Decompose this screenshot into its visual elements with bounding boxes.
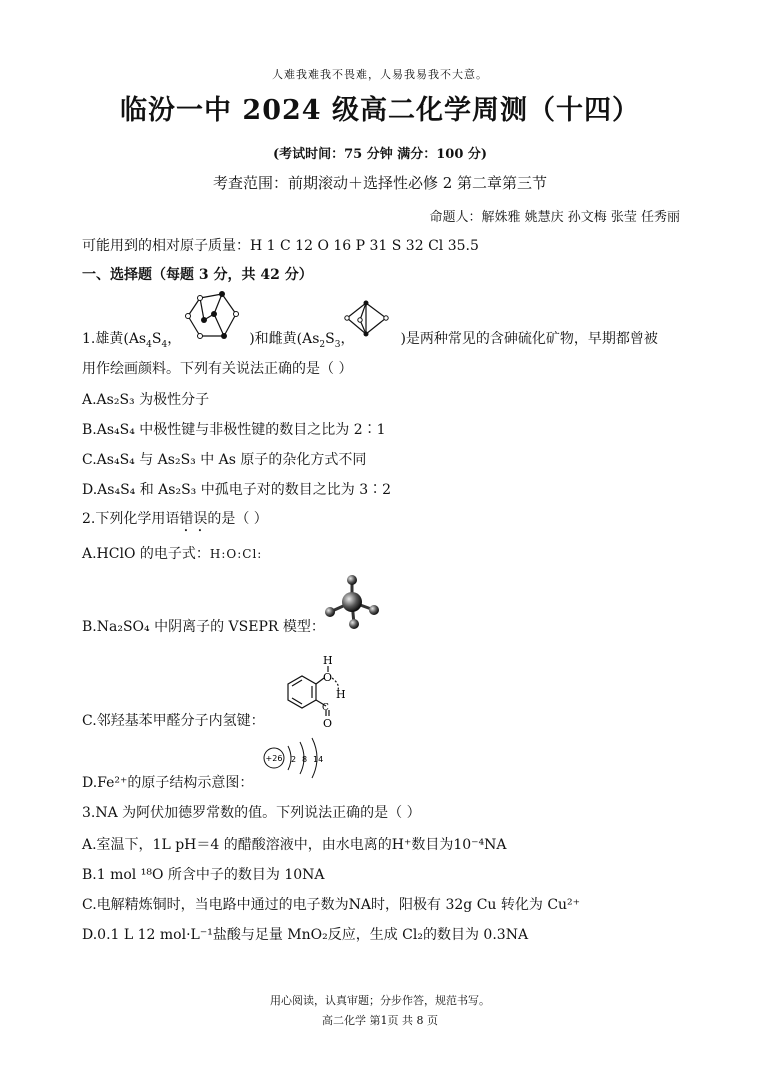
exam-info: (考试时间：75 分钟 满分：100 分) — [272, 147, 488, 162]
section-title: 一、选择题（每题 3 分，共 42 分） — [82, 267, 313, 283]
q1-option-d: D.As₄S₄ 和 As₂S₃ 中孤电子对的数目之比为 3∶2 — [82, 482, 392, 498]
salicylaldehyde-hbond-diagram — [274, 654, 354, 730]
q2-stem-post: 的是（ ） — [207, 511, 268, 527]
hbond-label-h-top: H — [323, 654, 333, 667]
q2-option-c: C.邻羟基苯甲醛分子内氢键： — [82, 713, 265, 729]
question-3-stem: 3.NA 为阿伏加德罗常数的值。下列说法正确的是（ ） — [82, 805, 421, 821]
q3-option-b: B.1 mol ¹⁸O 所含中子的数目为 10NA — [82, 867, 325, 883]
footer-motto: 用心阅读，认真审题；分步作答，规范书写。 — [270, 994, 490, 1007]
q2-stem-emphasis: 错误 — [179, 511, 208, 527]
question-2-stem — [82, 508, 268, 535]
q1-option-c: C.As₄S₄ 与 As₂S₃ 中 As 原子的杂化方式不同 — [82, 452, 367, 468]
hbond-label-h-side: H — [336, 688, 346, 701]
authors: 命题人：解姝雅 姚慧庆 孙文梅 张莹 任秀丽 — [429, 210, 680, 225]
page-title: 临汾一中 2024 级高二化学周测（十四） — [120, 95, 640, 126]
atomic-masses: 可能用到的相对原子质量：H 1 C 12 O 16 P 31 S 32 Cl 35.5 — [82, 238, 479, 254]
q1-text-s: S — [151, 331, 162, 347]
q1-option-a: A.As₂S₃ 为极性分子 — [82, 392, 210, 408]
q1-text-end: )是两种常见的含砷硫化矿物，早期都曾被 — [400, 331, 658, 347]
q1-text-a: 1.雄黄(As — [82, 331, 147, 347]
q2-stem-pre: 2.下列化学用语 — [82, 511, 180, 527]
motto: 人难我难我不畏难，人易我易我不大意。 — [272, 68, 488, 81]
q1-text-s2: S — [325, 331, 335, 347]
q1-text-and: )和雌黄(As — [249, 331, 320, 347]
q2-option-a-label: A.HClO 的电子式： — [82, 546, 210, 562]
fe-nucleus-label: +26 — [265, 754, 283, 763]
q1-sub: 3 — [334, 339, 341, 350]
q1-sub: 2 — [319, 339, 326, 350]
fe-shell-1: 2 — [291, 755, 297, 764]
q2-option-b: B.Na₂SO₄ 中阴离子的 VSEPR 模型： — [82, 619, 325, 635]
page-number: 高二化学 第1页 共 8 页 — [322, 1014, 438, 1027]
q1-sub: 4 — [161, 339, 168, 350]
fe2-atomic-structure-diagram — [262, 736, 326, 780]
hclo-electron-formula: H:O:Cl: — [209, 547, 263, 561]
hbond-label-o2: O — [323, 717, 333, 730]
exam-scope: 考查范围：前期滚动＋选择性必修 2 第二章第三节 — [212, 174, 548, 192]
q3-option-c: C.电解精炼铜时，当电路中通过的电子数为NA时，阳极有 32g Cu 转化为 Cu²⁺ — [82, 897, 581, 913]
question-1-stem-line2: 用作绘画颜料。下列有关说法正确的是（ ） — [82, 361, 353, 377]
fe-shell-2: 8 — [302, 755, 308, 764]
q3-option-d: D.0.1 L 12 mol·L⁻¹盐酸与足量 MnO₂反应，生成 Cl₂的数目为 0.3NA — [82, 927, 529, 943]
hbond-label-c: C — [322, 703, 329, 713]
q2-option-d: D.Fe²⁺的原子结构示意图： — [82, 775, 254, 791]
as2s3-structure-diagram — [344, 300, 390, 338]
q1-option-b: B.As₄S₄ 中极性键与非极性键的数目之比为 2∶1 — [82, 422, 386, 438]
q2-option-a — [82, 543, 262, 563]
as4s4-structure-diagram — [180, 290, 244, 342]
fe-shell-3: 14 — [313, 755, 324, 764]
q3-option-a: A.室温下，1L pH＝4 的醋酸溶液中，由水电离的H⁺数目为10⁻⁴NA — [82, 837, 507, 853]
q1-text-comma: ， — [167, 331, 182, 347]
hbond-label-o: O — [323, 671, 333, 684]
sulfate-vsepr-model — [322, 574, 382, 630]
q1-sub: 4 — [146, 339, 152, 350]
q1-text-comma2: ， — [340, 331, 355, 347]
